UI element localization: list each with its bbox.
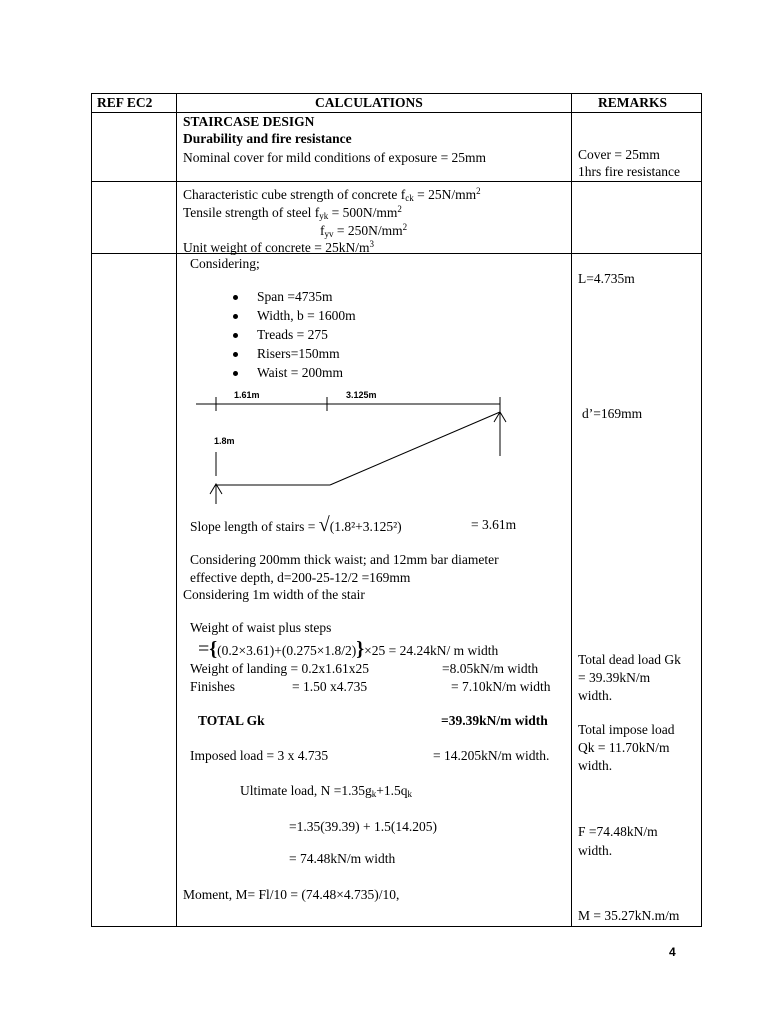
fyk-superscript: 2 <box>397 204 402 214</box>
ultimate-load-line <box>240 783 412 802</box>
effective-depth-line: effective depth, d=200-25-12/2 =169mm <box>190 570 411 585</box>
section-subtitle: Durability and fire resistance <box>183 131 352 146</box>
moment-line: Moment, M= Fl/10 = (74.48×4.735)/10, <box>183 887 400 902</box>
imposed-load-value: = 14.205kN/m width. <box>433 748 550 763</box>
remark-span-length: L=4.735m <box>578 271 635 286</box>
slope-length-label: Slope length of stairs = <box>190 519 319 534</box>
fck-text: Characteristic cube strength of concrete f <box>183 187 406 202</box>
staircase-diagram <box>190 384 520 504</box>
remark-imposed-load-2: Qk = 11.70kN/m <box>578 740 670 755</box>
equals-sign: = <box>198 638 210 660</box>
header-calculations: CALCULATIONS <box>315 95 423 110</box>
fck-superscript: 2 <box>476 186 481 196</box>
diagram-label-landing: 1.61m <box>234 390 260 400</box>
waist-thickness-line: Considering 200mm thick waist; and 12mm bar diameter <box>190 552 499 567</box>
page-number: 4 <box>669 945 676 959</box>
table-border-right <box>701 93 702 927</box>
ultimate-load-mid: +1.5q <box>376 783 408 798</box>
fck-subscript: ck <box>405 193 414 203</box>
unit-width-line: Considering 1m width of the stair <box>183 587 365 602</box>
bullet-dot <box>233 352 238 357</box>
diagram-label-height: 1.8m <box>214 436 235 446</box>
landing-weight-value: =8.05kN/m width <box>442 661 539 676</box>
remark-dead-load-2: = 39.39kN/m <box>578 670 651 685</box>
remark-dead-load-1: Total dead load Gk <box>578 652 681 667</box>
finishes-value: = 7.10kN/m width <box>451 679 551 694</box>
total-gk-value: =39.39kN/m width <box>441 713 548 728</box>
fyk-subscript: yk <box>319 211 329 221</box>
bullet-risers: Risers=150mm <box>257 346 340 361</box>
table-border-left <box>91 93 92 927</box>
unit-weight-line <box>183 236 374 256</box>
header-ref: REF EC2 <box>97 95 153 110</box>
qk-subscript: k <box>407 789 412 799</box>
total-gk-label: TOTAL Gk <box>198 713 265 728</box>
gk-subscript: k <box>371 789 377 799</box>
sqrt-symbol: √ <box>318 514 330 536</box>
slope-length-line <box>190 514 402 536</box>
header-remarks: REMARKS <box>598 95 668 110</box>
waist-steps-expression: (0.2×3.61)+(0.275×1.8/2) <box>217 643 357 658</box>
finishes-expression: = 1.50 x4.735 <box>292 679 368 694</box>
flight-slope-line <box>330 412 500 485</box>
column-divider-ref <box>176 93 177 927</box>
bullet-treads: Treads = 275 <box>257 327 328 342</box>
fyv-superscript: 2 <box>402 222 408 232</box>
diagram-label-flight: 3.125m <box>346 390 377 400</box>
ultimate-load-text: Ultimate load, N =1.35g <box>240 783 372 798</box>
remark-effective-depth: d’=169mm <box>582 406 643 421</box>
fyv-subscript: yv <box>324 229 334 239</box>
remark-dead-load-3: width. <box>578 688 613 703</box>
header-row-divider <box>91 112 702 113</box>
bullet-width: Width, b = 1600m <box>257 308 356 323</box>
bullet-span: Span =4735m <box>257 289 333 304</box>
imposed-load-label: Imposed load = 3 x 4.735 <box>190 748 329 763</box>
considering-label: Considering; <box>190 256 260 271</box>
unit-weight-text: Unit weight of concrete = 25kN/m <box>183 240 370 255</box>
fck-value: = 25N/mm <box>413 187 477 202</box>
landing-weight-label: Weight of landing = 0.2x1.61x25 <box>190 661 370 676</box>
remark-fire-resistance: 1hrs fire resistance <box>578 164 680 179</box>
finishes-label: Finishes <box>190 679 236 694</box>
remark-ultimate-load-2: width. <box>578 843 613 858</box>
fyk-text: Tensile strength of steel f <box>183 205 320 220</box>
fyv-value: = 250N/mm <box>333 223 403 238</box>
column-divider-calc <box>571 93 572 927</box>
ultimate-load-step2: = 74.48kN/m width <box>289 851 396 866</box>
brace-open: { <box>209 638 218 660</box>
unit-weight-superscript: 3 <box>369 239 374 249</box>
waist-steps-label: Weight of waist plus steps <box>190 620 332 635</box>
fyv-text: f <box>320 223 325 238</box>
remark-imposed-load-3: width. <box>578 758 613 773</box>
remark-cover: Cover = 25mm <box>578 147 660 162</box>
bullet-waist: Waist = 200mm <box>257 365 344 380</box>
waist-steps-equation <box>198 638 499 660</box>
ultimate-load-step1: =1.35(39.39) + 1.5(14.205) <box>289 819 437 834</box>
section-title: STAIRCASE DESIGN <box>183 114 315 129</box>
bullet-dot <box>233 295 238 300</box>
slope-length-result: = 3.61m <box>471 517 517 532</box>
remark-imposed-load-1: Total impose load <box>578 722 675 737</box>
table-border-top <box>91 93 702 94</box>
remark-ultimate-load-1: F =74.48kN/m <box>578 824 658 839</box>
bullet-dot <box>233 314 238 319</box>
fyk-value: = 500N/mm <box>328 205 398 220</box>
waist-steps-result: ×25 = 24.24kN/ m width <box>364 643 499 658</box>
nominal-cover-line: Nominal cover for mild conditions of exposure = 25mm <box>183 150 487 165</box>
remark-moment: M = 35.27kN.m/m <box>578 908 680 923</box>
table-border-bottom <box>91 926 702 927</box>
bullet-dot <box>233 371 238 376</box>
brace-close: } <box>356 638 365 660</box>
bullet-dot <box>233 333 238 338</box>
slope-expression: (1.8²+3.125²) <box>329 519 402 534</box>
row-divider-1 <box>91 181 702 182</box>
